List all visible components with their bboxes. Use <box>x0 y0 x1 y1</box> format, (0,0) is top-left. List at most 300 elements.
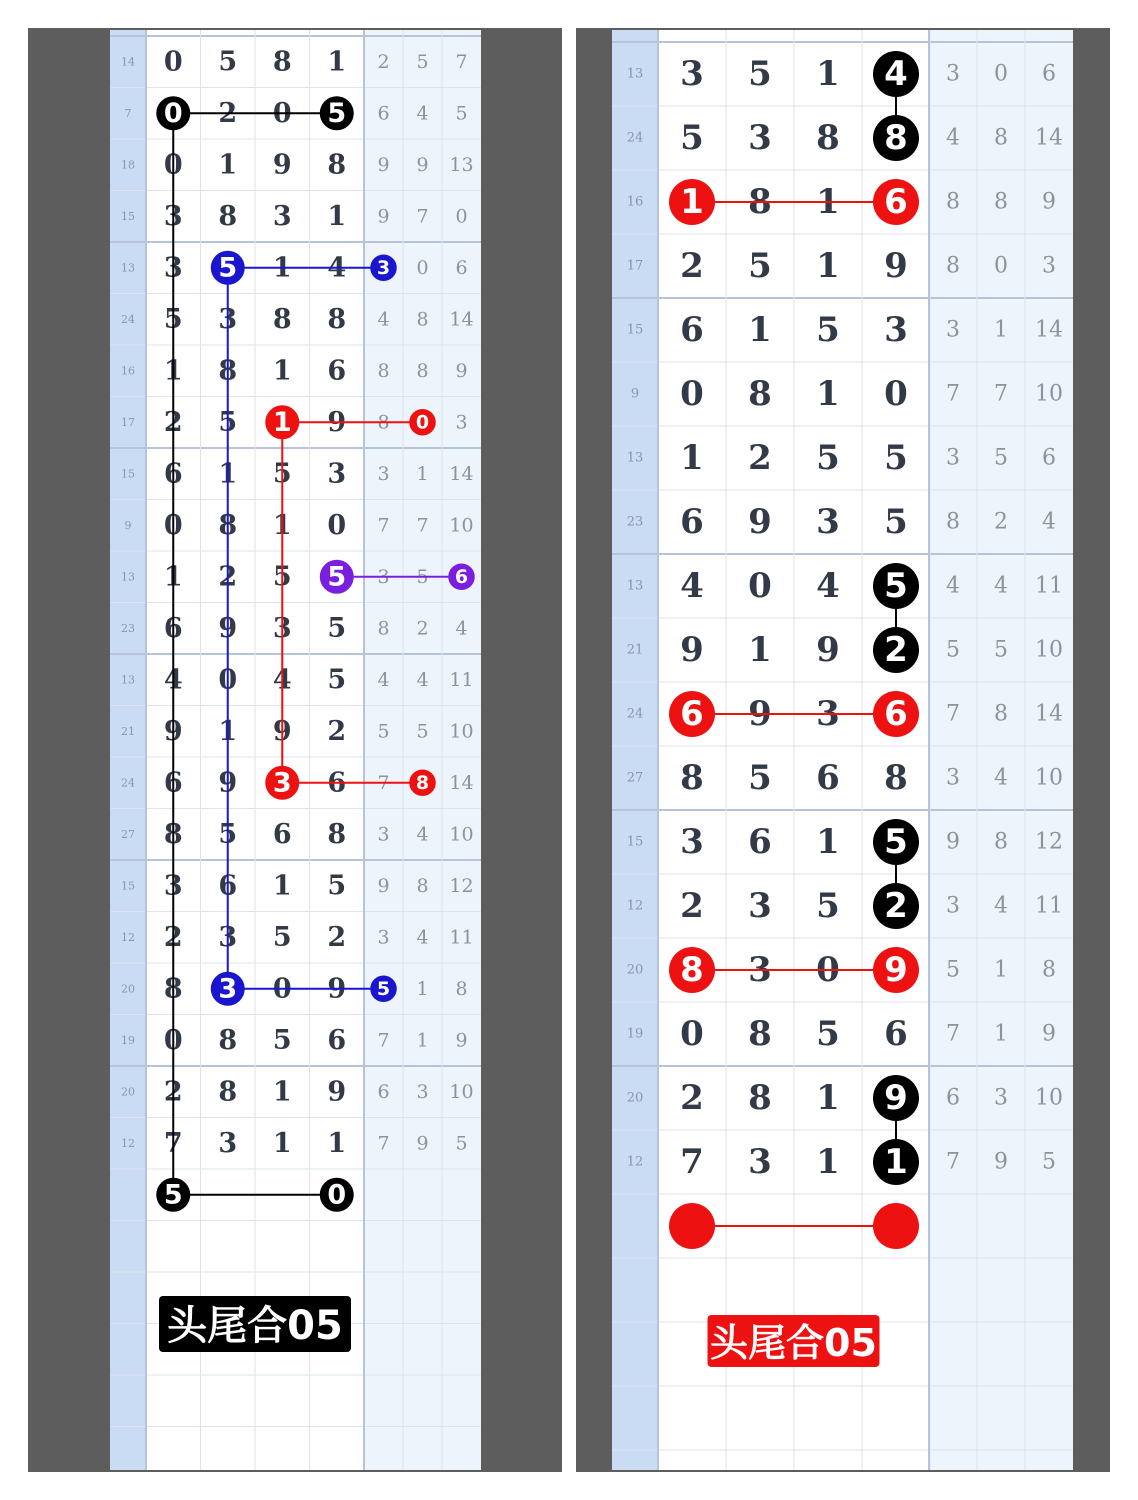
row-index: 14 <box>121 55 135 69</box>
row-index: 15 <box>121 209 135 223</box>
row-index: 12 <box>626 1154 644 1170</box>
row-index: 9 <box>124 518 132 532</box>
result-cell: 12 <box>449 874 474 897</box>
digit-cell: 1 <box>163 561 183 593</box>
result-cell: 8 <box>946 509 960 535</box>
digit-cell: 1 <box>272 1127 292 1159</box>
digit-cell: 5 <box>218 818 238 850</box>
digit-cell: 8 <box>748 374 772 414</box>
marker-digit: 6 <box>884 694 908 734</box>
result-cell: 5 <box>416 720 429 743</box>
result-cell: 9 <box>946 829 960 855</box>
result-cell: 4 <box>416 823 429 846</box>
result-cell: 1 <box>994 1021 1008 1047</box>
result-cell: 1 <box>416 977 429 1000</box>
digit-cell: 9 <box>272 149 292 181</box>
row-index: 16 <box>121 364 135 378</box>
row-index: 24 <box>121 312 135 326</box>
marker-circle <box>669 1203 715 1249</box>
result-cell: 2 <box>994 509 1008 535</box>
row-index: 12 <box>121 1136 135 1150</box>
result-cell: 7 <box>416 514 429 537</box>
result-cell: 7 <box>455 50 468 73</box>
digit-cell: 4 <box>680 566 704 606</box>
digit-cell: 3 <box>272 612 292 644</box>
digit-cell: 8 <box>218 1024 238 1056</box>
digit-cell: 0 <box>163 149 183 181</box>
digit-cell: 5 <box>748 54 772 94</box>
digit-cell: 1 <box>327 200 347 232</box>
digit-cell: 0 <box>163 509 183 541</box>
result-cell: 10 <box>1035 637 1063 663</box>
digit-cell: 9 <box>816 630 840 670</box>
result-cell: 11 <box>1035 573 1063 599</box>
digit-cell: 0 <box>816 950 840 990</box>
result-cell: 3 <box>416 1080 429 1103</box>
digit-cell: 5 <box>218 46 238 78</box>
digit-cell: 6 <box>327 767 347 799</box>
digit-cell: 0 <box>680 1014 704 1054</box>
digit-cell: 9 <box>327 1076 347 1108</box>
result-cell: 6 <box>377 1080 390 1103</box>
result-cell: 9 <box>377 874 390 897</box>
result-cell: 9 <box>455 1029 468 1052</box>
result-cell: 5 <box>1042 1149 1056 1175</box>
digit-cell: 1 <box>272 252 292 284</box>
result-cell: 5 <box>377 720 390 743</box>
result-cell: 3 <box>377 823 390 846</box>
digit-cell: 5 <box>884 502 908 542</box>
result-cell: 3 <box>377 462 390 485</box>
result-cell: 10 <box>449 720 474 743</box>
result-cell: 14 <box>1035 701 1063 727</box>
digit-cell: 2 <box>163 1076 183 1108</box>
row-index: 15 <box>626 834 644 850</box>
digit-cell: 9 <box>218 767 238 799</box>
digit-cell: 0 <box>163 1024 183 1056</box>
row-index: 27 <box>626 770 644 786</box>
result-cell: 14 <box>1035 317 1063 343</box>
digit-cell: 0 <box>680 374 704 414</box>
row-index: 20 <box>626 1090 644 1106</box>
result-cell: 5 <box>946 637 960 663</box>
row-index: 19 <box>626 1026 644 1042</box>
result-cell: 5 <box>455 1132 468 1155</box>
digit-cell: 3 <box>218 303 238 335</box>
digit-cell: 3 <box>816 694 840 734</box>
marker-digit: 1 <box>272 406 292 438</box>
result-cell: 1 <box>416 462 429 485</box>
result-cell: 0 <box>994 253 1008 279</box>
digit-cell: 2 <box>218 561 238 593</box>
marker-digit: 5 <box>327 561 347 593</box>
row-index: 7 <box>124 106 132 120</box>
digit-cell: 9 <box>748 694 772 734</box>
digit-cell: 6 <box>748 822 772 862</box>
row-index: 20 <box>121 1085 135 1099</box>
marker-digit: 0 <box>163 97 183 129</box>
marker-digit: 8 <box>680 950 704 990</box>
digit-cell: 2 <box>218 97 238 129</box>
result-cell: 8 <box>994 701 1008 727</box>
digit-cell: 5 <box>327 612 347 644</box>
row-index: 13 <box>626 450 644 466</box>
result-cell: 7 <box>416 205 429 228</box>
result-cell: 8 <box>416 308 429 331</box>
result-cell: 14 <box>449 308 474 331</box>
digit-cell: 1 <box>272 870 292 902</box>
result-cell: 8 <box>946 253 960 279</box>
digit-cell: 3 <box>163 200 183 232</box>
result-cell: 2 <box>377 50 390 73</box>
digit-cell: 1 <box>218 458 238 490</box>
digit-cell: 3 <box>272 200 292 232</box>
result-cell: 4 <box>416 668 429 691</box>
digit-cell: 8 <box>272 303 292 335</box>
result-cell: 9 <box>377 205 390 228</box>
result-cell: 12 <box>1035 829 1063 855</box>
digit-cell: 8 <box>163 973 183 1005</box>
summary-label: 头尾合05 <box>710 1321 877 1365</box>
digit-cell: 3 <box>680 822 704 862</box>
digit-cell: 1 <box>816 822 840 862</box>
digit-cell: 5 <box>816 310 840 350</box>
digit-cell: 8 <box>748 182 772 222</box>
result-cell: 2 <box>416 617 429 640</box>
digit-cell: 6 <box>680 310 704 350</box>
row-index: 24 <box>626 706 644 722</box>
row-index: 21 <box>121 724 135 738</box>
digit-cell: 8 <box>748 1078 772 1118</box>
digit-cell: 1 <box>816 374 840 414</box>
result-cell: 3 <box>1042 253 1056 279</box>
result-cell: 10 <box>449 514 474 537</box>
row-index: 24 <box>626 130 644 146</box>
result-cell: 3 <box>946 765 960 791</box>
row-index: 13 <box>626 578 644 594</box>
result-cell: 3 <box>946 317 960 343</box>
digit-cell: 8 <box>327 303 347 335</box>
result-cell: 7 <box>377 771 390 794</box>
digit-cell: 2 <box>327 921 347 953</box>
result-cell: 9 <box>377 153 390 176</box>
digit-cell: 3 <box>748 1142 772 1182</box>
result-cell: 4 <box>994 765 1008 791</box>
digit-cell: 9 <box>218 612 238 644</box>
result-cell: 8 <box>994 189 1008 215</box>
digit-cell: 1 <box>816 1078 840 1118</box>
result-cell: 8 <box>377 411 390 434</box>
digit-cell: 8 <box>884 758 908 798</box>
digit-cell: 9 <box>327 973 347 1005</box>
digit-cell: 1 <box>272 509 292 541</box>
digit-cell: 3 <box>748 118 772 158</box>
digit-cell: 1 <box>218 715 238 747</box>
digit-cell: 0 <box>884 374 908 414</box>
result-cell: 5 <box>946 957 960 983</box>
row-index: 15 <box>121 879 135 893</box>
row-index: 27 <box>121 827 135 841</box>
row-index: 24 <box>121 776 135 790</box>
marker-digit: 5 <box>163 1179 183 1211</box>
digit-cell: 3 <box>218 921 238 953</box>
result-cell: 6 <box>946 1085 960 1111</box>
result-cell: 6 <box>1042 61 1056 87</box>
result-cell: 0 <box>994 61 1008 87</box>
digit-cell: 2 <box>680 1078 704 1118</box>
digit-cell: 5 <box>272 458 292 490</box>
digit-cell: 8 <box>272 46 292 78</box>
marker-digit: 3 <box>218 973 238 1005</box>
row-index: 21 <box>626 642 644 658</box>
result-cell: 1 <box>994 317 1008 343</box>
result-cell: 5 <box>994 445 1008 471</box>
result-cell: 14 <box>449 462 474 485</box>
row-index: 19 <box>121 1033 135 1047</box>
digit-cell: 6 <box>816 758 840 798</box>
result-cell: 8 <box>455 977 468 1000</box>
digit-cell: 8 <box>218 509 238 541</box>
digit-cell: 1 <box>816 54 840 94</box>
result-cell: 0 <box>416 256 429 279</box>
result-cell: 4 <box>994 893 1008 919</box>
digit-cell: 9 <box>163 715 183 747</box>
digit-cell: 5 <box>884 438 908 478</box>
marker-digit: 5 <box>218 252 238 284</box>
digit-cell: 6 <box>327 1024 347 1056</box>
result-cell: 7 <box>946 701 960 727</box>
result-cell: 3 <box>377 565 390 588</box>
digit-cell: 8 <box>327 149 347 181</box>
digit-cell: 1 <box>680 438 704 478</box>
digit-cell: 3 <box>680 54 704 94</box>
result-cell: 10 <box>1035 381 1063 407</box>
result-cell: 10 <box>449 1080 474 1103</box>
digit-cell: 0 <box>748 566 772 606</box>
digit-cell: 0 <box>272 97 292 129</box>
result-cell: 6 <box>377 102 390 125</box>
digit-cell: 6 <box>163 458 183 490</box>
row-index: 15 <box>626 322 644 338</box>
result-cell: 4 <box>377 668 390 691</box>
result-cell: 6 <box>455 256 468 279</box>
result-cell: 5 <box>416 565 429 588</box>
result-cell: 7 <box>946 1021 960 1047</box>
result-cell: 3 <box>946 445 960 471</box>
result-cell: 8 <box>994 829 1008 855</box>
digit-cell: 6 <box>163 767 183 799</box>
digit-cell: 5 <box>816 886 840 926</box>
row-index: 13 <box>121 673 135 687</box>
result-cell: 11 <box>1035 893 1063 919</box>
marker-digit: 6 <box>680 694 704 734</box>
result-cell: 9 <box>994 1149 1008 1175</box>
digit-cell: 1 <box>816 1142 840 1182</box>
result-cell: 8 <box>416 874 429 897</box>
result-cell: 7 <box>377 1132 390 1155</box>
digit-cell: 4 <box>327 252 347 284</box>
digit-cell: 5 <box>748 758 772 798</box>
marker-digit: 3 <box>272 767 292 799</box>
marker-circle <box>873 1203 919 1249</box>
digit-cell: 9 <box>884 246 908 286</box>
marker-digit: 1 <box>884 1142 908 1182</box>
result-cell: 3 <box>994 1085 1008 1111</box>
result-cell: 8 <box>946 189 960 215</box>
marker-digit: 3 <box>376 256 391 279</box>
index-column-bg <box>612 30 658 1470</box>
digit-cell: 7 <box>680 1142 704 1182</box>
digit-cell: 4 <box>272 664 292 696</box>
result-cell: 8 <box>377 617 390 640</box>
marker-digit: 8 <box>884 118 908 158</box>
digit-cell: 5 <box>272 1024 292 1056</box>
marker-digit: 8 <box>415 771 430 794</box>
marker-digit: 0 <box>327 1179 347 1211</box>
digit-cell: 1 <box>327 1127 347 1159</box>
digit-cell: 8 <box>163 818 183 850</box>
digit-cell: 1 <box>272 1076 292 1108</box>
digit-cell: 3 <box>884 310 908 350</box>
digit-cell: 2 <box>748 438 772 478</box>
digit-cell: 8 <box>218 1076 238 1108</box>
marker-digit: 6 <box>884 182 908 222</box>
result-cell: 4 <box>946 125 960 151</box>
row-index: 12 <box>626 898 644 914</box>
result-cell: 9 <box>455 359 468 382</box>
result-cell: 11 <box>449 926 474 949</box>
result-cell: 10 <box>449 823 474 846</box>
result-cell: 5 <box>455 102 468 125</box>
result-cell: 9 <box>1042 1021 1056 1047</box>
result-cell: 9 <box>416 153 429 176</box>
digit-cell: 6 <box>327 355 347 387</box>
result-cell: 4 <box>416 926 429 949</box>
result-cell: 8 <box>416 359 429 382</box>
digit-cell: 8 <box>218 200 238 232</box>
digit-cell: 6 <box>884 1014 908 1054</box>
digit-cell: 5 <box>680 118 704 158</box>
digit-cell: 1 <box>272 355 292 387</box>
summary-label: 头尾合05 <box>167 1303 343 1349</box>
digit-cell: 1 <box>816 246 840 286</box>
digit-cell: 1 <box>163 355 183 387</box>
marker-digit: 9 <box>884 1078 908 1118</box>
result-cell: 6 <box>1042 445 1056 471</box>
marker-digit: 1 <box>680 182 704 222</box>
row-index: 20 <box>626 962 644 978</box>
digit-cell: 4 <box>163 664 183 696</box>
digit-cell: 8 <box>816 118 840 158</box>
digit-cell: 3 <box>748 950 772 990</box>
digit-cell: 1 <box>816 182 840 222</box>
digit-cell: 8 <box>218 355 238 387</box>
result-cell: 4 <box>994 573 1008 599</box>
digit-cell: 0 <box>163 46 183 78</box>
result-cell: 3 <box>946 893 960 919</box>
marker-digit: 2 <box>884 630 908 670</box>
digit-cell: 5 <box>816 1014 840 1054</box>
digit-cell: 3 <box>163 252 183 284</box>
digit-cell: 1 <box>748 630 772 670</box>
result-cell: 10 <box>1035 1085 1063 1111</box>
result-cell: 7 <box>377 1029 390 1052</box>
digit-cell: 3 <box>218 1127 238 1159</box>
row-index: 13 <box>121 570 135 584</box>
result-cell: 9 <box>416 1132 429 1155</box>
result-cell: 7 <box>946 381 960 407</box>
digit-cell: 1 <box>218 149 238 181</box>
result-cell: 7 <box>946 1149 960 1175</box>
marker-digit: 2 <box>884 886 908 926</box>
digit-cell: 2 <box>680 246 704 286</box>
result-cell: 1 <box>994 957 1008 983</box>
result-cell: 8 <box>994 125 1008 151</box>
digit-cell: 5 <box>327 870 347 902</box>
digit-cell: 8 <box>327 818 347 850</box>
result-cell: 3 <box>455 411 468 434</box>
row-index: 12 <box>121 930 135 944</box>
result-cell: 1 <box>416 1029 429 1052</box>
digit-cell: 4 <box>816 566 840 606</box>
result-cell: 3 <box>377 926 390 949</box>
digit-cell: 5 <box>272 921 292 953</box>
row-index: 9 <box>630 386 640 402</box>
result-cell: 8 <box>377 359 390 382</box>
result-cell: 7 <box>377 514 390 537</box>
digit-cell: 2 <box>163 921 183 953</box>
digit-cell: 5 <box>218 406 238 438</box>
marker-digit: 0 <box>415 411 430 434</box>
row-index: 17 <box>121 415 135 429</box>
row-index: 18 <box>121 158 135 172</box>
digit-cell: 5 <box>327 664 347 696</box>
digit-cell: 3 <box>327 458 347 490</box>
digit-cell: 2 <box>327 715 347 747</box>
digit-cell: 6 <box>218 870 238 902</box>
digit-cell: 6 <box>272 818 292 850</box>
result-cell: 5 <box>994 637 1008 663</box>
result-cell: 4 <box>455 617 468 640</box>
result-cell: 14 <box>449 771 474 794</box>
result-cell: 11 <box>449 668 474 691</box>
result-cell: 7 <box>994 381 1008 407</box>
marker-digit: 5 <box>376 977 391 1000</box>
row-index: 13 <box>626 66 644 82</box>
row-index: 15 <box>121 467 135 481</box>
digit-cell: 3 <box>163 870 183 902</box>
digit-cell: 9 <box>748 502 772 542</box>
row-index: 16 <box>626 194 644 210</box>
digit-cell: 2 <box>163 406 183 438</box>
digit-cell: 9 <box>680 630 704 670</box>
row-index: 23 <box>121 621 135 635</box>
digit-cell: 0 <box>272 973 292 1005</box>
digit-cell: 5 <box>272 561 292 593</box>
digit-cell: 9 <box>272 715 292 747</box>
digit-cell: 5 <box>163 303 183 335</box>
digit-cell: 3 <box>748 886 772 926</box>
digit-cell: 5 <box>748 246 772 286</box>
digit-cell: 5 <box>816 438 840 478</box>
digit-cell: 7 <box>163 1127 183 1159</box>
digit-cell: 1 <box>327 46 347 78</box>
digit-cell: 0 <box>327 509 347 541</box>
marker-digit: 4 <box>884 54 908 94</box>
digit-cell: 8 <box>748 1014 772 1054</box>
digit-cell: 3 <box>816 502 840 542</box>
digit-cell: 0 <box>218 664 238 696</box>
